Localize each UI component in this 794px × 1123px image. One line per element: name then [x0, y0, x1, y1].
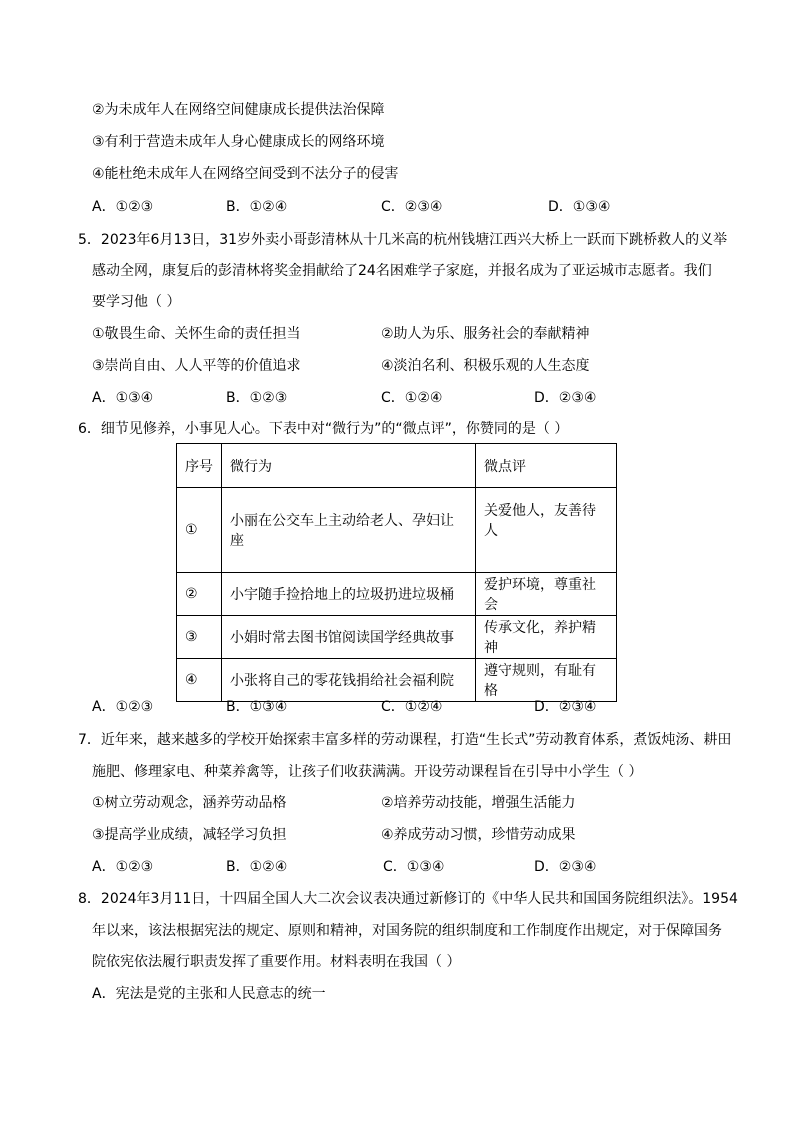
q7-stem-line-1: 7．近年来，越来越多的学校开始探索丰富多样的劳动课程，打造“生长式”劳动教育体系，煮饭炖汤、耕田 [78, 732, 732, 748]
table-cell: ① [177, 488, 222, 573]
q5-option-2: ②助人为乐、服务社会的奉献精神 [381, 326, 590, 342]
q5-stem-line-1: 5．2023年6月13日，31岁外卖小哥彭清林从十几米高的杭州钱塘江西兴大桥上一跃而下跳桥救人的义举 [78, 232, 728, 248]
table-cell: 小娟时常去图书馆阅读国学经典故事 [222, 616, 476, 659]
q6-table [176, 443, 617, 702]
table-header-cell: 微点评 [476, 444, 617, 488]
q5-choice-d: D．②③④ [534, 390, 597, 406]
q5-option-1: ①敬畏生命、关怀生命的责任担当 [92, 326, 301, 342]
q5-choice-b: B．①②③ [226, 390, 288, 406]
table-cell: 遵守规则，有耻有格 [476, 659, 617, 702]
q4-option-2: ②为未成年人在网络空间健康成长提供法治保障 [92, 102, 385, 118]
q6-choice-a: A．①②③ [92, 699, 154, 715]
table-cell: 小丽在公交车上主动给老人、孕妇让座 [222, 488, 476, 573]
table-cell: ③ [177, 616, 222, 659]
q7-option-1: ①树立劳动观念，涵养劳动品格 [92, 795, 287, 811]
q5-choice-c: C．①②④ [381, 390, 443, 406]
q8-stem-line-3: 院依宪依法履行职责发挥了重要作用。材料表明在我国（ ） [92, 954, 461, 970]
q7-option-4: ④养成劳动习惯，珍惜劳动成果 [381, 827, 576, 843]
q8-choice-a: A．宪法是党的主张和人民意志的统一 [92, 986, 326, 1002]
table-row [177, 616, 617, 659]
q8-stem-line-1: 8．2024年3月11日，十四届全国人大二次会议表决通过新修订的《中华人民共和国国务院组织法》。1954 [78, 891, 738, 907]
table-cell: 小张将自己的零花钱捐给社会福利院 [222, 659, 476, 702]
table-cell: 传承文化，养护精神 [476, 616, 617, 659]
q6-choice-c: C．①②④ [381, 699, 443, 715]
q4-option-3: ③有利于营造未成年人身心健康成长的网络环境 [92, 134, 385, 150]
q4-option-4: ④能杜绝未成年人在网络空间受到不法分子的侵害 [92, 166, 399, 182]
table-row [177, 488, 617, 573]
q5-stem-line-3: 要学习他（ ） [92, 294, 181, 310]
q5-choice-a: A．①③④ [92, 390, 154, 406]
q7-choice-d: D．②③④ [534, 859, 597, 875]
q6-stem: 6．细节见修养，小事见人心。下表中对“微行为”的“微点评”，你赞同的是（ ） [78, 421, 569, 437]
q7-option-2: ②培养劳动技能，增强生活能力 [381, 795, 576, 811]
q4-choice-a: A．①②③ [92, 199, 154, 215]
q5-option-4: ④淡泊名利、积极乐观的人生态度 [381, 358, 590, 374]
q4-choice-b: B．①②④ [226, 199, 288, 215]
q6-choice-d: D．②③④ [534, 699, 597, 715]
table-cell: ④ [177, 659, 222, 702]
q6-choice-b: B．①③④ [226, 699, 288, 715]
q8-stem-line-2: 年以来，该法根据宪法的规定、原则和精神，对国务院的组织制度和工作制度作出规定，对于保障国务 [92, 923, 722, 939]
table-row [177, 659, 617, 702]
q4-choice-d: D．①③④ [548, 199, 611, 215]
q7-stem-line-2: 施肥、修理家电、种菜养禽等，让孩子们收获满满。开设劳动课程旨在引导中小学生（ ） [92, 764, 643, 780]
table-cell: 爱护环境，尊重社会 [476, 573, 617, 616]
table-header-row [177, 444, 617, 488]
table-row [177, 573, 617, 616]
q7-choice-b: B．①②④ [226, 859, 288, 875]
table-cell: 小宇随手捡拾地上的垃圾扔进垃圾桶 [222, 573, 476, 616]
q4-choice-c: C．②③④ [381, 199, 443, 215]
q7-choice-a: A．①②③ [92, 859, 154, 875]
q5-stem-line-2: 感动全网，康复后的彭清林将奖金捐献给了24名困难学子家庭，并报名成为了亚运城市志愿者。我们 [92, 263, 712, 279]
table-cell: ② [177, 573, 222, 616]
q5-option-3: ③崇尚自由、人人平等的价值追求 [92, 358, 301, 374]
table-header-cell: 微行为 [222, 444, 476, 488]
table-cell: 关爱他人，友善待人 [476, 488, 617, 573]
q7-option-3: ③提高学业成绩，减轻学习负担 [92, 827, 287, 843]
table-header-cell: 序号 [177, 444, 222, 488]
q7-choice-c: C．①③④ [383, 859, 445, 875]
